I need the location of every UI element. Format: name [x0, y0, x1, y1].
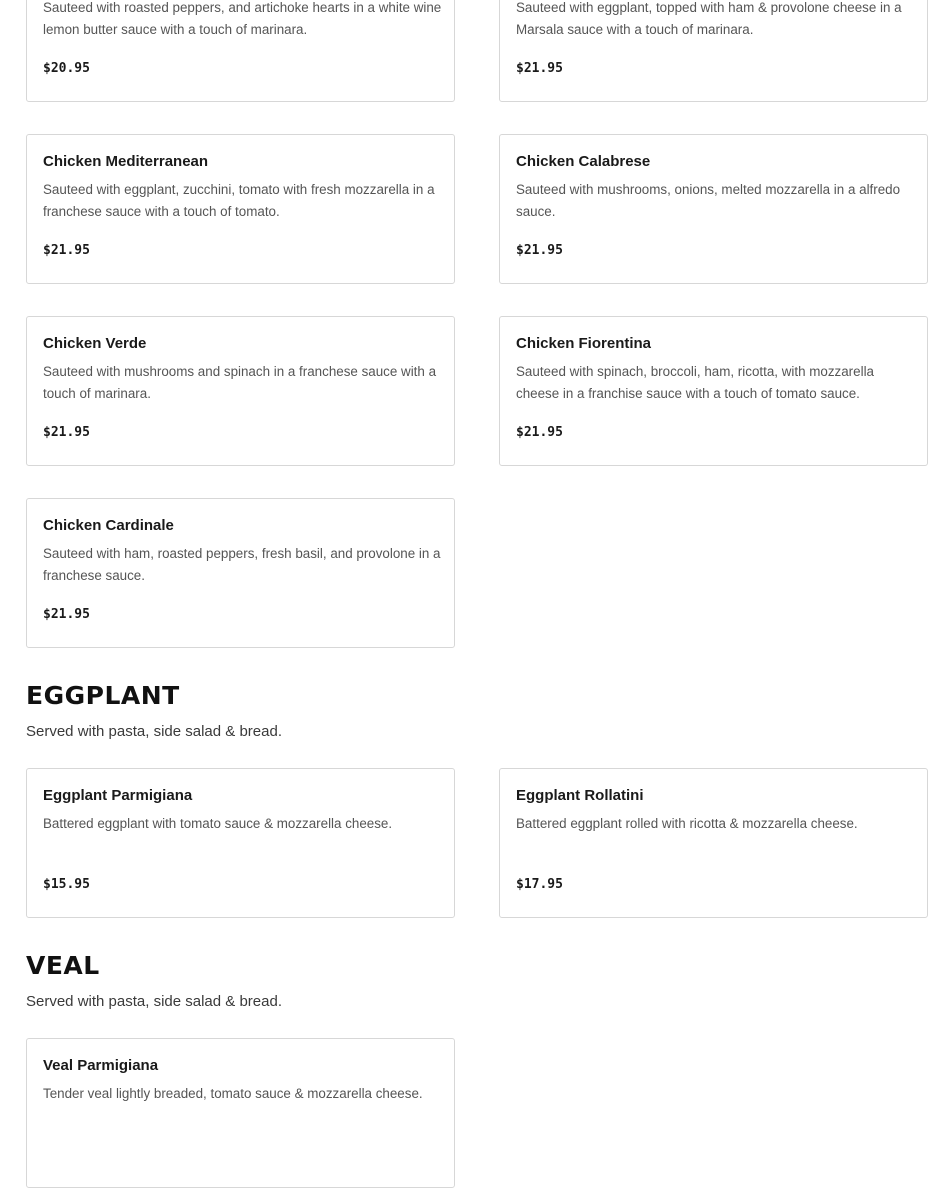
menu-item-card[interactable] — [26, 768, 455, 918]
menu-item-card[interactable] — [26, 134, 455, 284]
menu-item-price: $21.95 — [43, 607, 90, 622]
menu-item-card[interactable] — [499, 768, 928, 918]
menu-item-card[interactable] — [26, 316, 455, 466]
menu-item-name: Eggplant Parmigiana — [43, 787, 193, 804]
menu-item-card[interactable] — [499, 316, 928, 466]
menu-item-name: Chicken Calabrese — [516, 153, 651, 170]
menu-item-price: $20.95 — [43, 61, 90, 76]
menu-item-card[interactable] — [26, 1038, 455, 1188]
menu-item-name: Chicken Fiorentina — [516, 335, 652, 352]
menu-item-name: Chicken Mediterranean — [43, 153, 209, 170]
menu-item-price: $21.95 — [516, 243, 563, 258]
menu-item-name: Chicken Verde — [43, 335, 147, 352]
menu-item-description: Battered eggplant with tomato sauce & mozzarella cheese. — [43, 816, 393, 831]
menu-item-card[interactable] — [26, 0, 455, 102]
menu-item-description: Sauteed with mushrooms and spinach in a franchese sauce with a touch of marinara. — [43, 364, 437, 401]
menu-item-price: $15.95 — [43, 877, 90, 892]
menu-item-description: Sauteed with ham, roasted peppers, fresh basil, and provolone in a franchese sauce. — [43, 546, 441, 583]
menu-item-price: $21.95 — [43, 425, 90, 440]
menu-item-description: Sauteed with mushrooms, onions, melted mozzarella in a alfredo sauce. — [516, 182, 901, 219]
menu-item-description: Sauteed with eggplant, topped with ham & provolone cheese in a Marsala sauce with a touch of marinara. — [516, 0, 902, 37]
menu-item-card[interactable] — [499, 134, 928, 284]
section-title-eggplant: EGGPLANT — [26, 681, 180, 710]
menu-item-description: Sauteed with eggplant, zucchini, tomato with fresh mozzarella in a franchese sauce with a touch of tomato. — [43, 182, 435, 219]
section-subtitle-eggplant: Served with pasta, side salad & bread. — [26, 723, 282, 740]
menu-item-name: Veal Parmigiana — [43, 1057, 159, 1074]
menu-item-description: Sauteed with roasted peppers, and artichoke hearts in a white wine lemon butter sauce with a touch of marinara. — [43, 0, 442, 37]
menu-item-name: Chicken Cardinale — [43, 517, 174, 534]
menu-item-card[interactable] — [26, 498, 455, 648]
menu-item-description: Tender veal lightly breaded, tomato sauce & mozzarella cheese. — [43, 1086, 423, 1101]
section-subtitle-veal: Served with pasta, side salad & bread. — [26, 993, 282, 1010]
section-title-veal: VEAL — [26, 951, 100, 980]
menu-item-name: Eggplant Rollatini — [516, 787, 644, 804]
menu-item-description: Sauteed with spinach, broccoli, ham, ricotta, with mozzarella cheese in a franchise sauce with a touch of tomato sauce. — [516, 364, 874, 401]
menu-item-price: $21.95 — [516, 61, 563, 76]
menu-item-price: $21.95 — [43, 243, 90, 258]
menu-item-price: $21.95 — [516, 425, 563, 440]
menu-item-price: $17.95 — [516, 877, 563, 892]
menu-item-description: Battered eggplant rolled with ricotta & mozzarella cheese. — [516, 816, 858, 831]
menu-item-card[interactable] — [499, 0, 928, 102]
